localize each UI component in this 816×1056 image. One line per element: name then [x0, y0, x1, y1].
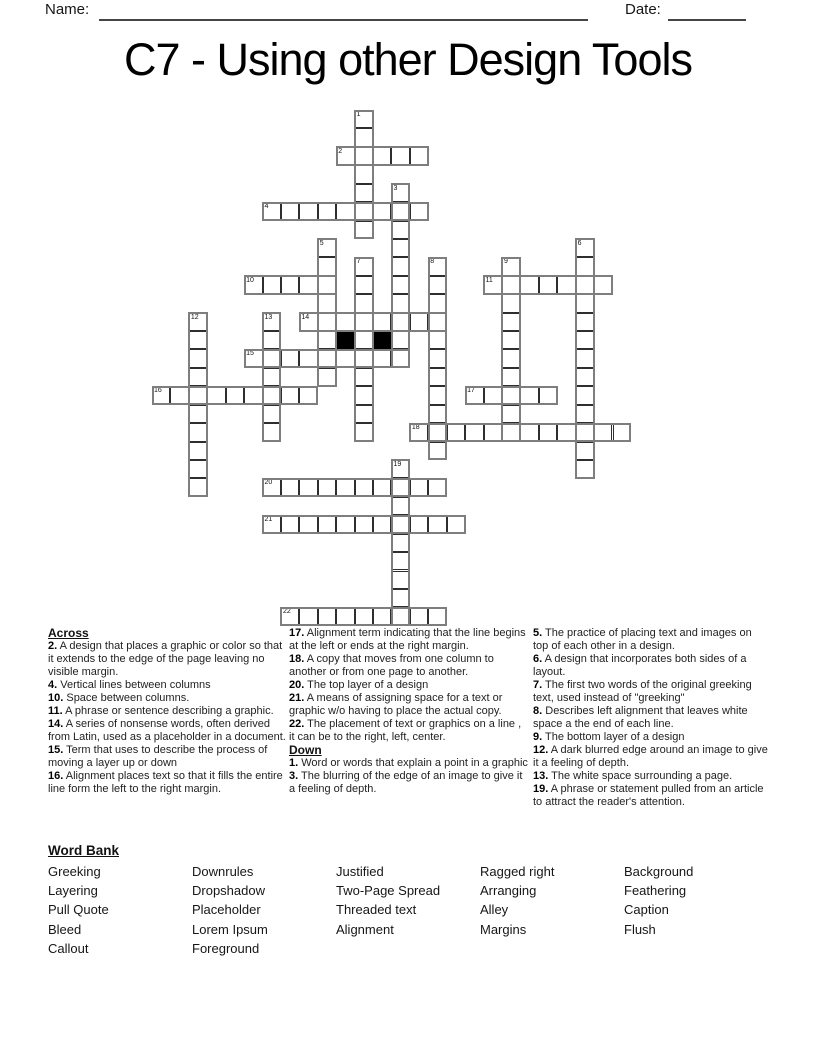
blocked-cell — [336, 331, 354, 349]
grid-cell — [391, 607, 409, 625]
word-bank-item: Lorem Ipsum — [192, 921, 268, 937]
cell-number: 6 — [577, 239, 582, 247]
grid-cell — [539, 276, 557, 294]
word-bank-item: Greeking — [48, 864, 101, 879]
grid-cell — [355, 257, 373, 275]
grid-cell — [410, 478, 428, 496]
clue-number: 3. — [289, 770, 299, 782]
grid-cell — [557, 276, 575, 294]
grid-cell — [391, 460, 409, 478]
grid-cell — [318, 515, 336, 533]
grid-cell — [336, 607, 354, 625]
grid-cell — [355, 276, 373, 294]
grid-cell — [410, 423, 428, 441]
grid-cell — [410, 607, 428, 625]
grid-cell — [428, 294, 446, 312]
grid-cell — [428, 515, 446, 533]
clues-column-3 — [533, 627, 769, 809]
grid-cell — [318, 368, 336, 386]
down-heading: Down — [289, 743, 322, 757]
cell-number: 12 — [190, 313, 199, 321]
grid-cell — [318, 276, 336, 294]
grid-cell — [428, 423, 446, 441]
grid-cell — [391, 497, 409, 515]
word-bank-item: Threaded text — [336, 902, 417, 918]
clue-across-20: 20. The top layer of a design — [289, 679, 429, 691]
grid-cell — [299, 478, 317, 496]
clue-across-10: 10. Space between columns. — [48, 692, 190, 704]
grid-cell — [465, 423, 483, 441]
word-bank-item: Dropshadow — [192, 883, 265, 899]
grid-cell — [281, 202, 299, 220]
grid-cell — [428, 276, 446, 294]
grid-cell — [447, 515, 465, 533]
grid-cell — [189, 442, 207, 460]
clue-across-14: 14. A series of nonsense words, often derived from Latin, used as a placeholder in a document. — [48, 718, 286, 743]
cell-number: 3 — [393, 184, 398, 192]
clues-column-2 — [289, 627, 529, 796]
word-bank-item: Downrules — [192, 864, 254, 879]
clue-number: 19. — [533, 783, 549, 795]
word-bank-heading: Word Bank — [48, 843, 120, 858]
grid-cell — [189, 386, 207, 404]
grid-cell — [207, 386, 225, 404]
word-bank-item: Ragged right — [480, 864, 555, 879]
word-bank-item: Layering — [48, 883, 98, 899]
grid-cell — [576, 313, 594, 331]
grid-cell — [281, 607, 299, 625]
page-title: C7 - Using other Design Tools — [124, 34, 692, 85]
grid-cell — [428, 349, 446, 367]
cell-number: 16 — [154, 387, 162, 395]
cell-number: 18 — [411, 424, 420, 432]
clue-number: 11. — [48, 705, 63, 717]
grid-cell — [428, 331, 446, 349]
word-bank-column — [192, 862, 336, 958]
grid-cell — [391, 534, 409, 552]
word-bank-item: Flush — [624, 921, 656, 937]
grid-cell — [263, 423, 281, 441]
clue-across-17: 17. Alignment term indicating that the line begins at the left or ends at the right margin. — [289, 627, 526, 652]
grid-cell — [539, 423, 557, 441]
clue-down-3: 3. The blurring of the edge of an image to give it a feeling of depth. — [289, 770, 523, 795]
word-bank-item: Justified — [336, 864, 384, 879]
grid-cell — [391, 221, 409, 239]
name-label: Name: — [45, 1, 90, 18]
grid-cell — [170, 386, 188, 404]
word-bank-columns — [48, 862, 768, 958]
grid-cell — [355, 147, 373, 165]
cell-number: 9 — [503, 258, 508, 266]
word-bank-item: Callout — [48, 940, 89, 956]
clue-across-21: 21. A means of assigning space for a text or graphic w/o having to place the actual copy. — [289, 692, 503, 717]
grid-cell — [318, 478, 336, 496]
cell-number: 22 — [282, 608, 291, 616]
grid-cell — [428, 442, 446, 460]
grid-cell — [576, 423, 594, 441]
grid-cell — [576, 331, 594, 349]
grid-cell — [226, 386, 244, 404]
grid-cell — [502, 423, 520, 441]
grid-cell — [373, 478, 391, 496]
grid-cell — [263, 202, 281, 220]
grid-cell — [263, 478, 281, 496]
grid-cell — [539, 386, 557, 404]
grid-cell — [502, 276, 520, 294]
clue-across-15: 15. Term that uses to describe the process of moving a layer up or down — [48, 744, 268, 769]
grid-cell — [410, 515, 428, 533]
grid-cell — [594, 423, 612, 441]
grid-cell — [336, 313, 354, 331]
word-bank-item: Placeholder — [192, 902, 261, 918]
clue-number: 8. — [533, 705, 543, 717]
cell-number: 21 — [264, 516, 273, 524]
grid-cell — [318, 607, 336, 625]
cell-number: 10 — [246, 276, 254, 284]
word-bank-column — [480, 862, 624, 958]
cell-number: 13 — [264, 313, 273, 321]
grid-cell — [189, 478, 207, 496]
grid-cell — [391, 147, 409, 165]
grid-cell — [576, 386, 594, 404]
grid-cell — [263, 405, 281, 423]
word-bank-item: Margins — [480, 921, 527, 937]
grid-cell — [428, 478, 446, 496]
grid-cell — [263, 368, 281, 386]
grid-cell — [355, 128, 373, 146]
grid-cell — [502, 368, 520, 386]
grid-cell — [447, 423, 465, 441]
grid-cell — [613, 423, 631, 441]
grid-cell — [355, 202, 373, 220]
grid-cell — [318, 257, 336, 275]
grid-cell — [281, 478, 299, 496]
blocked-cell — [373, 331, 391, 349]
grid-cell — [373, 202, 391, 220]
grid-cell — [336, 202, 354, 220]
clue-down-8: 8. Describes left alignment that leaves white space a the end of each line. — [533, 705, 748, 730]
grid-cell — [428, 405, 446, 423]
grid-cell — [502, 386, 520, 404]
grid-cell — [263, 313, 281, 331]
grid-cell — [410, 202, 428, 220]
grid-cell — [576, 405, 594, 423]
grid-cell — [428, 386, 446, 404]
grid-cell — [355, 313, 373, 331]
grid-cell — [355, 110, 373, 128]
grid-cell — [576, 442, 594, 460]
grid-cell — [299, 313, 317, 331]
clue-number: 18. — [289, 653, 305, 665]
grid-cell — [336, 515, 354, 533]
grid-cell — [318, 349, 336, 367]
grid-cell — [576, 257, 594, 275]
clue-number: 12. — [533, 744, 549, 756]
grid-cell — [336, 147, 354, 165]
grid-cell — [502, 294, 520, 312]
grid-cell — [373, 515, 391, 533]
grid-cell — [502, 331, 520, 349]
grid-cell — [336, 349, 354, 367]
grid-cell — [355, 386, 373, 404]
clue-number: 16. — [48, 770, 64, 782]
grid-cell — [391, 294, 409, 312]
word-bank-item: Bleed — [48, 921, 82, 937]
across-heading: Across — [48, 626, 89, 640]
grid-cell — [502, 349, 520, 367]
grid-cell — [263, 349, 281, 367]
grid-cell — [484, 276, 502, 294]
word-bank-item: Background — [624, 864, 694, 879]
clue-number: 5. — [533, 627, 543, 639]
grid-cell — [299, 349, 317, 367]
grid-cell — [355, 607, 373, 625]
grid-cell — [244, 276, 262, 294]
word-bank-item: Alignment — [336, 921, 394, 937]
grid-cell — [576, 294, 594, 312]
grid-cell — [263, 515, 281, 533]
grid-cell — [502, 405, 520, 423]
grid-cell — [391, 552, 409, 570]
grid-cell — [299, 276, 317, 294]
grid-cell — [189, 349, 207, 367]
clues-column-1 — [48, 627, 288, 796]
grid-cell — [355, 165, 373, 183]
clue-down-5: 5. The practice of placing text and images on top of each other in a design. — [533, 627, 752, 652]
clue-across-2: 2. A design that places a graphic or color so that it extends to the edge of the page leaving no visible margin. — [48, 640, 283, 678]
word-bank-item: Feathering — [624, 883, 687, 899]
grid-cell — [189, 331, 207, 349]
clue-number: 7. — [533, 679, 543, 691]
grid-cell — [373, 313, 391, 331]
clue-down-12: 12. A dark blurred edge around an image to give it a feeling of depth. — [533, 744, 768, 769]
clue-number: 10. — [48, 692, 64, 704]
cell-number: 19 — [393, 460, 402, 468]
grid-cell — [189, 368, 207, 386]
cell-number: 20 — [264, 479, 273, 487]
word-bank-item: Alley — [480, 902, 509, 918]
grid-cell — [576, 368, 594, 386]
grid-cell — [355, 349, 373, 367]
grid-cell — [557, 423, 575, 441]
grid-cell — [502, 313, 520, 331]
grid-cell — [391, 571, 409, 589]
clue-number: 22. — [289, 718, 305, 730]
cell-number: 2 — [338, 147, 343, 155]
clue-down-1: 1. Word or words that explain a point in a graphic — [289, 757, 528, 769]
grid-cell — [391, 257, 409, 275]
clue-down-13: 13. The white space surrounding a page. — [533, 770, 733, 782]
grid-cell — [391, 331, 409, 349]
cell-number: 8 — [430, 258, 435, 266]
grid-cell — [391, 478, 409, 496]
clue-down-6: 6. A design that incorporates both sides of a layout. — [533, 653, 747, 678]
grid-cell — [576, 239, 594, 257]
clue-number: 2. — [48, 640, 58, 652]
grid-cell — [373, 147, 391, 165]
grid-cell — [299, 202, 317, 220]
grid-cell — [502, 257, 520, 275]
grid-cell — [520, 276, 538, 294]
grid-cell — [391, 239, 409, 257]
grid-cell — [189, 313, 207, 331]
date-label: Date: — [625, 1, 661, 18]
grid-cell — [428, 607, 446, 625]
word-bank-item: Arranging — [480, 883, 537, 899]
grid-cell — [576, 349, 594, 367]
clue-down-7: 7. The first two words of the original greeking text, used instead of "greeking" — [533, 679, 752, 704]
grid-cell — [391, 349, 409, 367]
grid-cell — [152, 386, 170, 404]
grid-cell — [428, 368, 446, 386]
cell-number: 15 — [246, 350, 254, 358]
grid-cell — [299, 515, 317, 533]
clue-number: 1. — [289, 757, 299, 769]
grid-cell — [355, 294, 373, 312]
grid-cell — [281, 515, 299, 533]
grid-cell — [355, 515, 373, 533]
word-bank-item: Caption — [624, 902, 669, 918]
clue-down-19: 19. A phrase or statement pulled from an article to attract the reader's attention. — [533, 783, 764, 808]
clue-number: 14. — [48, 718, 64, 730]
grid-cell — [299, 386, 317, 404]
word-bank-item: Foreground — [192, 940, 260, 956]
grid-cell — [263, 276, 281, 294]
grid-cell — [428, 313, 446, 331]
clue-number: 20. — [289, 679, 305, 691]
word-bank-column — [48, 862, 192, 958]
grid-cell — [391, 589, 409, 607]
cell-number: 17 — [467, 387, 475, 395]
clue-number: 21. — [289, 692, 305, 704]
grid-cell — [355, 221, 373, 239]
grid-cell — [391, 515, 409, 533]
word-bank-column — [624, 862, 768, 958]
grid-cell — [373, 349, 391, 367]
clue-across-18: 18. A copy that moves from one column to another or from one page to another. — [289, 653, 494, 678]
grid-cell — [281, 276, 299, 294]
grid-cell — [391, 184, 409, 202]
cell-number: 4 — [264, 203, 269, 211]
grid-cell — [576, 460, 594, 478]
grid-cell — [373, 607, 391, 625]
clue-number: 13. — [533, 770, 549, 782]
grid-cell — [428, 257, 446, 275]
grid-cell — [318, 313, 336, 331]
grid-cell — [391, 202, 409, 220]
clue-number: 4. — [48, 679, 58, 691]
grid-cell — [484, 386, 502, 404]
grid-cell — [244, 386, 262, 404]
grid-cell — [520, 386, 538, 404]
word-bank-item: Pull Quote — [48, 902, 109, 918]
grid-cell — [484, 423, 502, 441]
grid-cell — [355, 331, 373, 349]
clue-down-9: 9. The bottom layer of a design — [533, 731, 685, 743]
cell-number: 7 — [356, 258, 361, 266]
grid-cell — [410, 147, 428, 165]
grid-cell — [391, 313, 409, 331]
grid-cell — [355, 368, 373, 386]
grid-cell — [263, 386, 281, 404]
cell-number: 5 — [319, 239, 324, 247]
grid-cell — [355, 405, 373, 423]
cell-number: 1 — [356, 111, 361, 118]
grid-cell — [318, 202, 336, 220]
cell-number: 14 — [301, 313, 310, 321]
grid-cell — [355, 184, 373, 202]
clue-number: 6. — [533, 653, 543, 665]
grid-cell — [520, 423, 538, 441]
word-bank-column — [336, 862, 480, 958]
grid-cell — [281, 386, 299, 404]
grid-cell — [189, 460, 207, 478]
grid-cell — [576, 276, 594, 294]
word-bank-item: Two-Page Spread — [336, 883, 441, 899]
grid-cell — [263, 331, 281, 349]
grid-cell — [318, 294, 336, 312]
grid-cell — [355, 478, 373, 496]
cell-number: 11 — [485, 276, 493, 284]
grid-cell — [336, 478, 354, 496]
clue-across-4: 4. Vertical lines between columns — [48, 679, 211, 691]
grid-cell — [318, 239, 336, 257]
grid-cell — [594, 276, 612, 294]
grid-cell — [318, 331, 336, 349]
clue-number: 17. — [289, 627, 305, 639]
grid-cell — [391, 276, 409, 294]
clue-across-11: 11. A phrase or sentence describing a graphic. — [48, 705, 274, 717]
grid-cell — [299, 607, 317, 625]
grid-cell — [281, 349, 299, 367]
grid-cell — [189, 405, 207, 423]
clue-number: 9. — [533, 731, 543, 743]
grid-cell — [244, 349, 262, 367]
clue-across-16: 16. Alignment places text so that it fills the entire line form the left to the right margin. — [48, 770, 283, 795]
clue-across-22: 22. The placement of text or graphics on a line , it can be to the right, left, center. — [289, 718, 522, 743]
clue-number: 15. — [48, 744, 64, 756]
grid-cell — [465, 386, 483, 404]
grid-cell — [355, 423, 373, 441]
grid-cell — [410, 313, 428, 331]
grid-cell — [189, 423, 207, 441]
